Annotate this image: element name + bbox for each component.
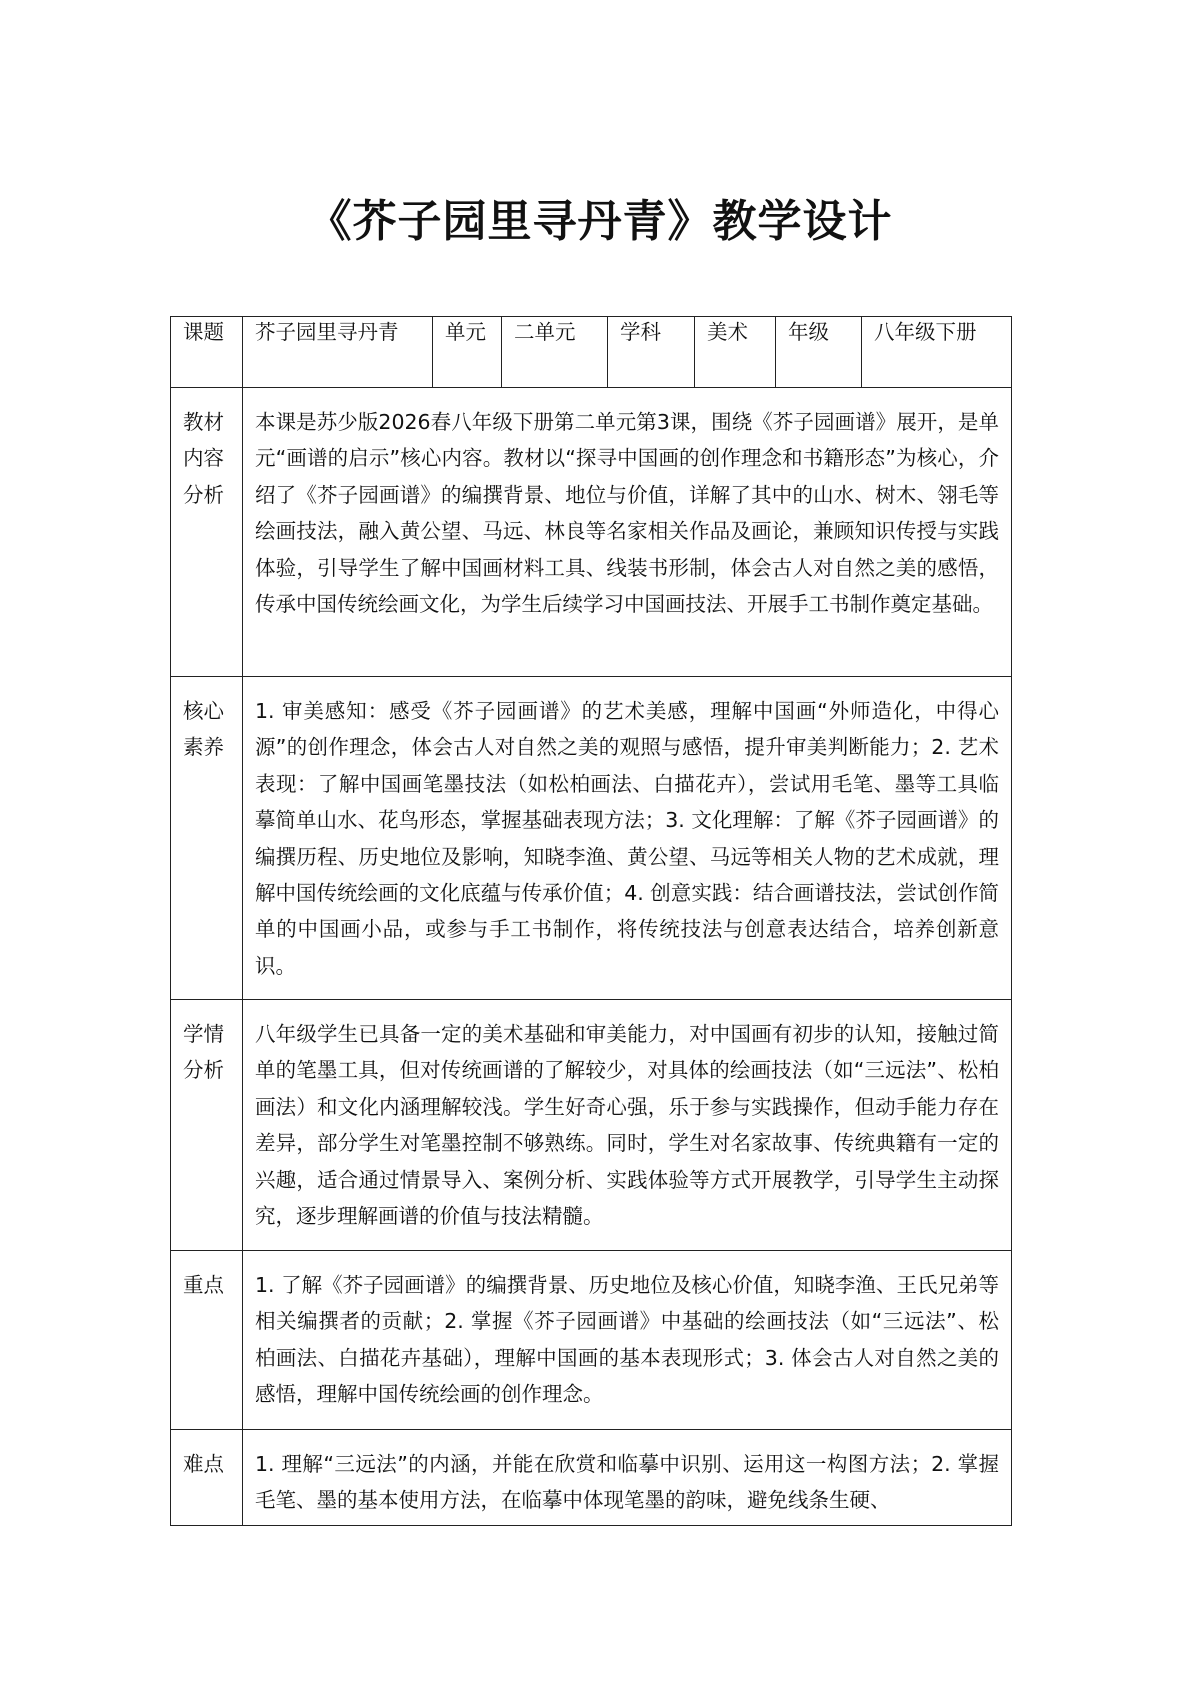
row-content: 八年级学生已具备一定的美术基础和审美能力，对中国画有初步的认知，接触过简单的笔墨工具，但对传统画谱的了解较少，对具体的绘画技法（如“三远法”、松柏画法）和文化内涵理解较浅。学生好奇心强，乐于参与实践操作，但动手能力存在差异，部分学生对笔墨控制不够熟练。同时，学生对名家故事、传统典籍有一定的兴趣，适合通过情景导入、案例分析、实践体验等方式开展教学，引导学生主动探究，逐步理解画谱的价值与技法精髓。 [255,1022,999,1229]
row-label: 难点 [183,1452,224,1476]
row-label-cell [171,1000,243,1251]
subject-label: 学科 [620,320,661,344]
row-label: 学情分析 [183,1022,224,1083]
row-content-cell [243,388,1012,677]
unit-value: 二单元 [514,320,576,344]
row-content-cell [243,1430,1012,1526]
row-content: 本课是苏少版2026春八年级下册第二单元第3课，围绕《芥子园画谱》展开，是单元“画谱的启示”核心内容。教材以“探寻中国画的创作理念和书籍形态”为核心，介绍了《芥子园画谱》的编撰背景、地位与价值，详解了其中的山水、树木、翎毛等绘画技法，融入黄公望、马远、林良等名家相关作品及画论，兼顾知识传授与实践体验，引导学生了解中国画材料工具、线装书形制，体会古人对自然之美的感悟，传承中国传统绘画文化，为学生后续学习中国画技法、开展手工书制作奠定基础。 [255,410,999,617]
grade-value: 八年级下册 [874,320,977,344]
table-row-textbook-analysis [171,388,1012,677]
row-content-cell [243,1000,1012,1251]
grade-value-cell [862,317,1012,388]
subject-label-cell [608,317,695,388]
header-row [171,317,1012,388]
lesson-plan-table [170,316,1012,1526]
topic-label-cell [171,317,243,388]
topic-value: 芥子园里寻丹青 [255,320,399,344]
table-row-core-literacy [171,677,1012,1000]
unit-value-cell [502,317,608,388]
subject-value-cell [695,317,776,388]
row-content: 1. 理解“三远法”的内涵，并能在欣赏和临摹中识别、运用这一构图方法；2. 掌握毛笔、墨的基本使用方法，在临摹中体现笔墨的韵味，避免线条生硬、 [255,1452,999,1513]
table-row-difficult-points [171,1430,1012,1526]
grade-label-cell [776,317,862,388]
table-row-student-analysis [171,1000,1012,1251]
unit-label-cell [433,317,502,388]
table-row-key-points [171,1251,1012,1430]
unit-label: 单元 [445,320,486,344]
row-content-cell [243,1251,1012,1430]
grade-label: 年级 [788,320,829,344]
row-content-cell [243,677,1012,1000]
row-label: 教材内容分析 [183,410,224,507]
topic-value-cell [243,317,433,388]
row-content: 1. 了解《芥子园画谱》的编撰背景、历史地位及核心价值，知晓李渔、王氏兄弟等相关编撰者的贡献；2. 掌握《芥子园画谱》中基础的绘画技法（如“三远法”、松柏画法、白描花卉基础），理解中国画的基本表现形式；3. 体会古人对自然之美的感悟，理解中国传统绘画的创作理念。 [255,1273,999,1407]
subject-value: 美术 [707,320,748,344]
page-title: 《芥子园里寻丹青》教学设计 [307,196,893,247]
row-label-cell [171,1251,243,1430]
row-label: 核心素养 [183,699,224,760]
topic-label: 课题 [183,320,224,344]
row-label-cell [171,677,243,1000]
row-label-cell [171,388,243,677]
row-label: 重点 [183,1273,224,1297]
row-content: 1. 审美感知：感受《芥子园画谱》的艺术美感，理解中国画“外师造化，中得心源”的创作理念，体会古人对自然之美的观照与感悟，提升审美判断能力；2. 艺术表现：了解中国画笔墨技法（如松柏画法、白描花卉），尝试用毛笔、墨等工具临摹简单山水、花鸟形态，掌握基础表现方法；3. 文化理解：了解《芥子园画谱》的编撰历程、历史地位及影响，知晓李渔、黄公望、马远等相关人物的艺术成就，理解中国传统绘画的文化底蕴与传承价值；4. 创意实践：结合画谱技法，尝试创作简单的中国画小品，或参与手工书制作，将传统技法与创意表达结合，培养创新意识。 [255,699,999,978]
row-label-cell [171,1430,243,1526]
